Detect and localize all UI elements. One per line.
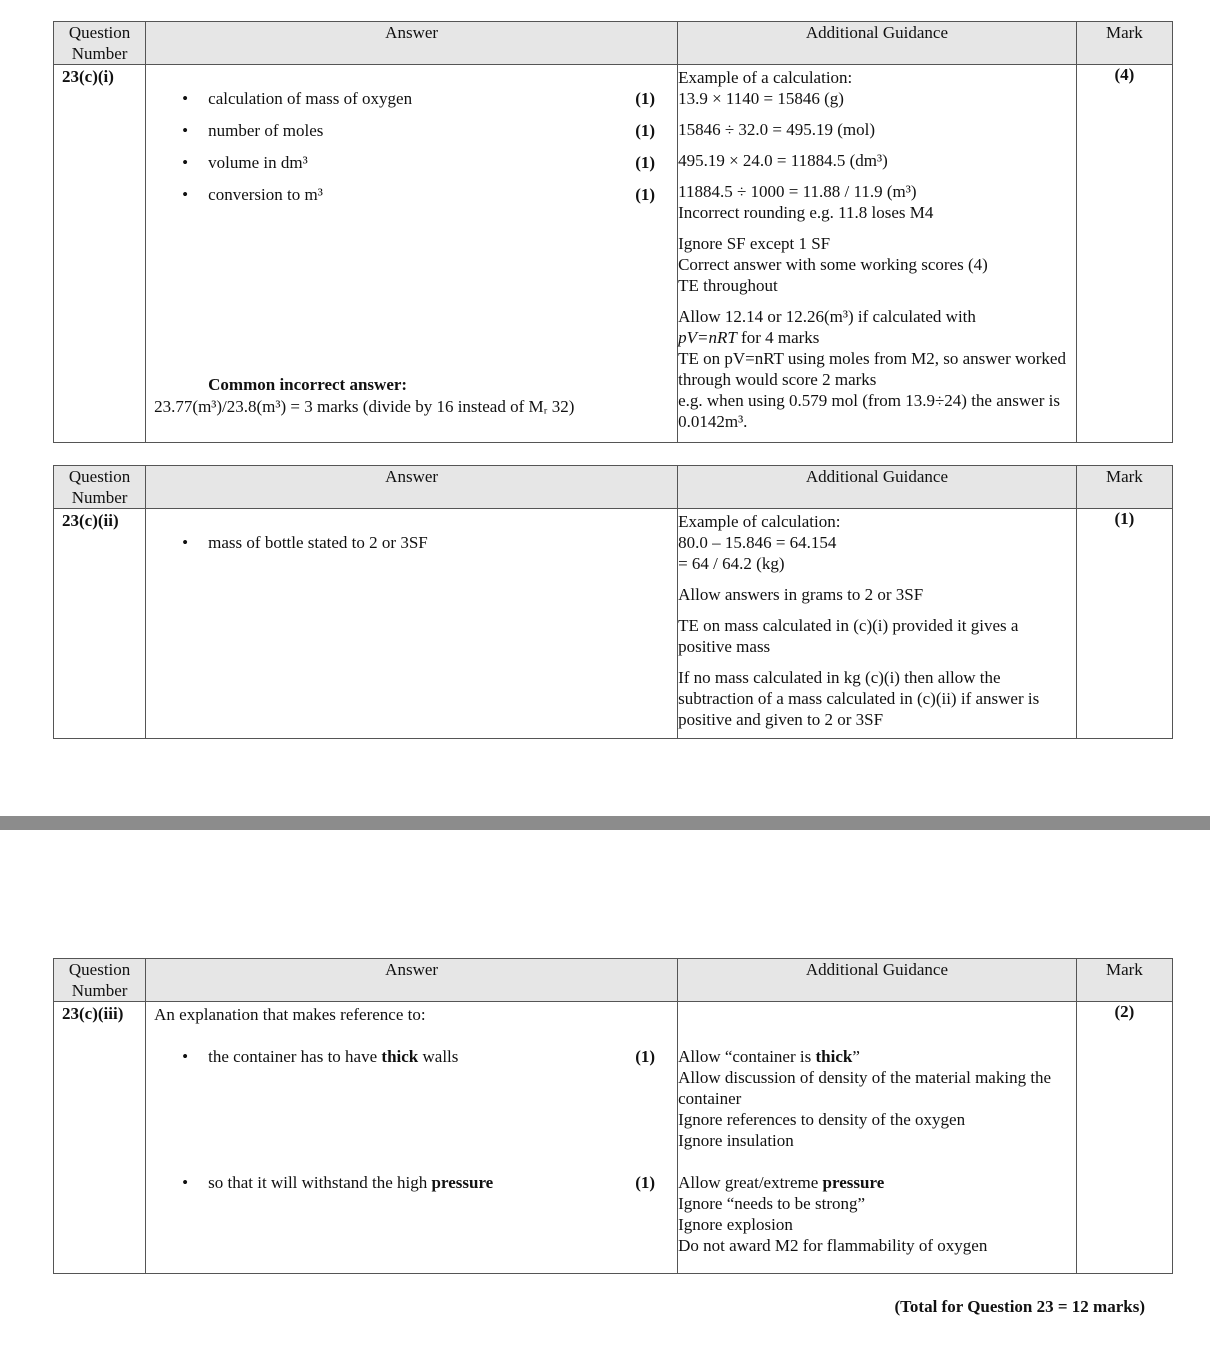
- guidance-line: Ignore references to density of the oxygen: [678, 1110, 966, 1129]
- page-separator: [0, 816, 1210, 830]
- question-row: [54, 65, 1173, 443]
- bullet-bold-word: pressure: [431, 1173, 494, 1192]
- header-question-number: Question Number: [54, 466, 146, 509]
- bullet-text-part: the container has to have: [208, 1047, 382, 1066]
- guidance-line: Allow 12.14 or 12.26(m³) if calculated with: [678, 307, 976, 326]
- answer-cell: • mass of bottle stated to 2 or 3SF: [146, 509, 678, 739]
- header-guidance: Additional Guidance: [678, 959, 1077, 1002]
- header-question-number: Question Number: [54, 959, 146, 1002]
- header-question-number: Question Number: [54, 22, 146, 65]
- header-guidance: Additional Guidance: [678, 22, 1077, 65]
- guidance-line: 15846 ÷ 32.0 = 495.19 (mol): [678, 120, 876, 139]
- question-row: [54, 1002, 1173, 1274]
- guidance-line: Example of a calculation:: [678, 68, 853, 87]
- guidance-line: [678, 1046, 1076, 1067]
- guidance-line: Allow answers in grams to 2 or 3SF: [678, 585, 924, 604]
- bullet-mark: (1): [635, 153, 656, 172]
- mark-scheme-table-c-ii: [53, 465, 1173, 739]
- guidance-line: TE throughout: [678, 276, 778, 295]
- guidance-line: Ignore explosion: [678, 1215, 793, 1234]
- answer-cell: • calculation of mass of oxygen (1) • number of moles (1) • volume in dm³ (1) • conversion to m³ (1) Common incorrect answer: 23.77(m³)/23.8(m³) = 3 marks (divide by 16 instead of Mᵣ 32): [146, 65, 678, 443]
- question-number: 23(c)(ii): [62, 511, 119, 530]
- guidance-line: Ignore “needs to be strong”: [678, 1194, 866, 1213]
- header-row: [54, 466, 1173, 509]
- question-number: 23(c)(i): [62, 67, 114, 86]
- guidance-line: Correct answer with some working scores (4): [678, 255, 988, 274]
- guidance-line: If no mass calculated in kg (c)(i) then allow the subtraction of a mass calculated in (c)(ii) if answer is positive and given to 2 or 3SF: [678, 668, 1040, 729]
- bullet-text: number of moles: [208, 121, 324, 140]
- bullet-text: [208, 1046, 458, 1067]
- mark-cell: (4): [1076, 65, 1172, 443]
- guidance-text: ”: [852, 1047, 860, 1066]
- guidance-line: 11884.5 ÷ 1000 = 11.88 / 11.9 (m³): [678, 182, 917, 201]
- mark-cell: (1): [1076, 509, 1172, 739]
- common-incorrect-label: Common incorrect answer:: [208, 375, 408, 394]
- bullet-bold-word: thick: [381, 1047, 419, 1066]
- bullet-mark: (1): [635, 1173, 656, 1192]
- guidance-bold-word: pressure: [822, 1173, 885, 1192]
- guidance-bold-word: thick: [815, 1047, 853, 1066]
- bullet-text: mass of bottle stated to 2 or 3SF: [208, 533, 428, 552]
- bullet-text: calculation of mass of oxygen: [208, 89, 413, 108]
- guidance-line: Incorrect rounding e.g. 11.8 loses M4: [678, 203, 934, 222]
- guidance-text: for 4 marks: [736, 328, 820, 347]
- bullet-text: volume in dm³: [208, 153, 308, 172]
- guidance-line: e.g. when using 0.579 mol (from 13.9÷24) the answer is 0.0142m³.: [678, 391, 1060, 431]
- total-marks: (Total for Question 23 = 12 marks): [894, 1297, 1145, 1316]
- header-answer: Answer: [146, 22, 678, 65]
- guidance-line: TE on pV=nRT using moles from M2, so answer worked through would score 2 marks: [678, 349, 1066, 389]
- guidance-line: 495.19 × 24.0 = 11884.5 (dm³): [678, 151, 888, 170]
- guidance-cell: [678, 65, 1077, 443]
- question-number: 23(c)(iii): [62, 1004, 124, 1023]
- mark-scheme-table-c-iii: [53, 958, 1173, 1274]
- bullet-mark: (1): [635, 121, 656, 140]
- answer-intro: An explanation that makes reference to:: [154, 1005, 426, 1024]
- guidance-line: Allow discussion of density of the material making the container: [678, 1068, 1052, 1108]
- bullet-text: [208, 1172, 493, 1193]
- bullet-mark: (1): [635, 185, 656, 204]
- guidance-cell: [678, 1002, 1077, 1274]
- guidance-line: = 64 / 64.2 (kg): [678, 554, 785, 573]
- mark-scheme-table-c-i: [53, 21, 1173, 443]
- guidance-line: Do not award M2 for flammability of oxygen: [678, 1236, 988, 1255]
- guidance-line: 80.0 – 15.846 = 64.154: [678, 533, 837, 552]
- guidance-text: Allow “container is: [678, 1047, 816, 1066]
- guidance-cell: [678, 509, 1077, 739]
- bullet-text-part: so that it will withstand the high: [208, 1173, 432, 1192]
- question-row: [54, 509, 1173, 739]
- guidance-line: 13.9 × 1140 = 15846 (g): [678, 89, 844, 108]
- bullet-text: conversion to m³: [208, 185, 323, 204]
- header-mark: Mark: [1076, 22, 1172, 65]
- mark-cell: (2): [1076, 1002, 1172, 1274]
- header-answer: Answer: [146, 959, 678, 1002]
- common-incorrect-text: 23.77(m³)/23.8(m³) = 3 marks (divide by 16 instead of Mᵣ 32): [154, 397, 575, 416]
- guidance-line: [678, 1172, 1076, 1193]
- bullet-mark: (1): [635, 89, 656, 108]
- guidance-line: [678, 327, 1076, 348]
- guidance-line: Ignore insulation: [678, 1131, 794, 1150]
- header-row: [54, 22, 1173, 65]
- header-row: [54, 959, 1173, 1002]
- header-guidance: Additional Guidance: [678, 466, 1077, 509]
- bullet-text-part: walls: [418, 1047, 459, 1066]
- guidance-line: Ignore SF except 1 SF: [678, 234, 831, 253]
- guidance-text: Allow great/extreme: [678, 1173, 823, 1192]
- header-mark: Mark: [1076, 466, 1172, 509]
- header-mark: Mark: [1076, 959, 1172, 1002]
- answer-cell: An explanation that makes reference to: • the container has to have thick walls (1) • so that it will withstand the high pressure (1): [146, 1002, 678, 1274]
- header-answer: Answer: [146, 466, 678, 509]
- bullet-mark: (1): [635, 1047, 656, 1066]
- guidance-line: Example of calculation:: [678, 512, 841, 531]
- guidance-line: TE on mass calculated in (c)(i) provided it gives a positive mass: [678, 616, 1019, 656]
- equation-text: pV=nRT: [678, 328, 737, 347]
